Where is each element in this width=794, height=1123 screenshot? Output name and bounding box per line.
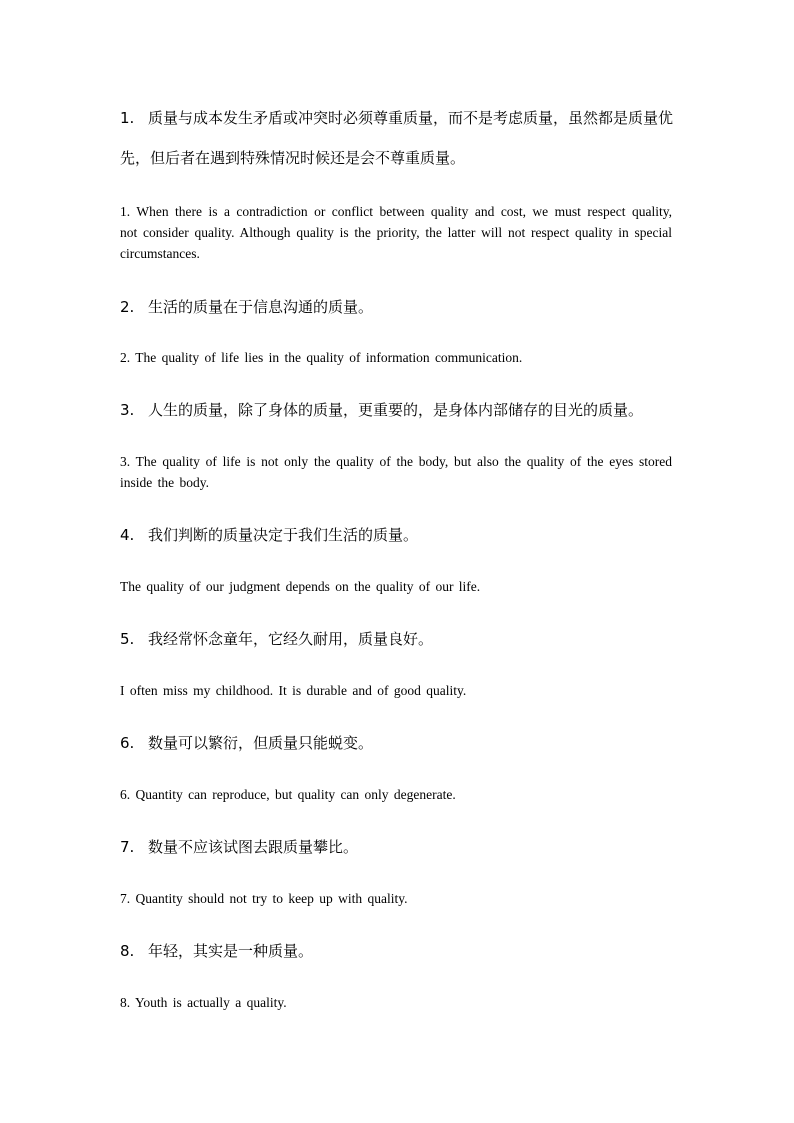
item-2-english: 2. The quality of life lies in the quality of information communication.: [120, 350, 523, 365]
item-8-english: 8. Youth is actually a quality.: [120, 995, 287, 1010]
item-6-chinese: [120, 732, 680, 754]
item-8-number: 8.: [120, 942, 135, 960]
item-5-number: 5.: [120, 630, 135, 648]
item-5-english: I often miss my childhood. It is durable and of good quality.: [120, 683, 467, 698]
item-6-english: 6. Quantity can reproduce, but quality can only degenerate.: [120, 787, 456, 802]
item-5-chinese-text: 我经常怀念童年，它经久耐用，质量良好。: [148, 630, 434, 648]
item-1-chinese-text: 质量与成本发生矛盾或冲突时必须尊重质量，而不是考虑质量，虽然都是质量优先，但后者在遇到特殊情况时候还是会不尊重质量。: [120, 109, 674, 167]
item-7-chinese: [120, 836, 680, 858]
item-4-number: 4.: [120, 526, 135, 544]
item-2-number: 2.: [120, 298, 135, 316]
item-8-chinese: [120, 940, 680, 962]
item-6-chinese-text: 数量可以繁衍，但质量只能蜕变。: [148, 734, 374, 752]
item-2-chinese-text: 生活的质量在于信息沟通的质量。: [148, 298, 374, 316]
item-7-chinese-text: 数量不应该试图去跟质量攀比。: [148, 838, 359, 856]
item-7-english: 7. Quantity should not try to keep up with quality.: [120, 891, 408, 906]
item-3-number: 3.: [120, 401, 135, 419]
item-2-chinese: [120, 296, 680, 318]
item-6-number: 6.: [120, 734, 135, 752]
item-7-number: 7.: [120, 838, 135, 856]
item-1-number: 1.: [120, 109, 135, 127]
item-3-chinese: [120, 399, 680, 421]
item-4-chinese-text: 我们判断的质量决定于我们生活的质量。: [148, 526, 419, 544]
item-3-chinese-text: 人生的质量，除了身体的质量，更重要的，是身体内部储存的目光的质量。: [148, 401, 644, 419]
item-8-chinese-text: 年轻，其实是一种质量。: [148, 942, 314, 960]
item-3-english: 3. The quality of life is not only the quality of the body, but also the quality of the eyes stored inside the body.: [120, 454, 672, 490]
item-4-english: The quality of our judgment depends on the quality of our life.: [120, 579, 481, 594]
item-5-chinese: [120, 628, 680, 650]
item-1-chinese: [120, 98, 680, 178]
item-4-chinese: [120, 524, 680, 546]
item-1-english: 1. When there is a contradiction or conflict between quality and cost, we must respect quality, not consider quality. Although quality is the priority, the latter will not respect quality in special circumstances.: [120, 204, 672, 261]
